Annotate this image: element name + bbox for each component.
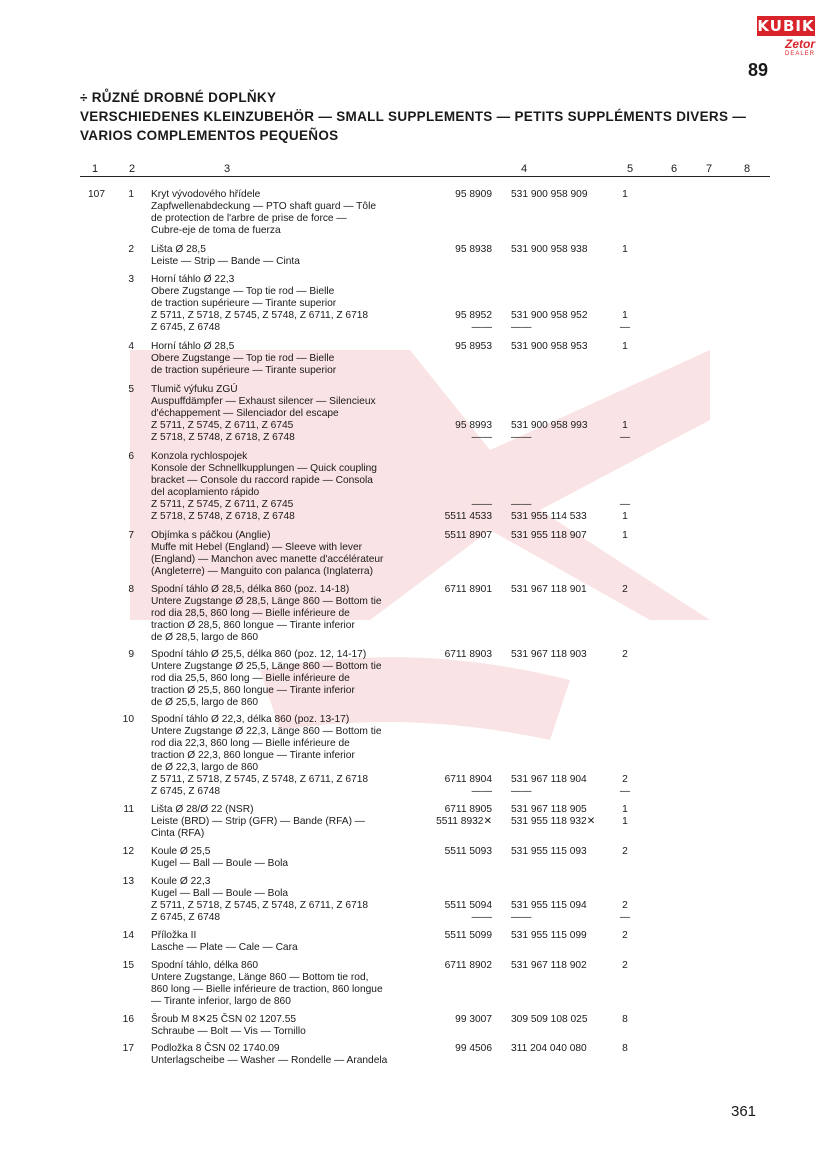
title-line-multilingual: VERSCHIEDENES KLEINZUBEHÖR — SMALL SUPPLEMENTS — PETITS SUPPLÉMENTS DIVERS — bbox=[80, 109, 747, 124]
catalog-number: 95 8993 —— bbox=[455, 420, 492, 443]
item-number: 1 bbox=[128, 189, 134, 200]
order-number: 531 900 958 938 bbox=[511, 244, 588, 255]
logo-brand-text: Zetor bbox=[785, 37, 815, 51]
item-description: Spodní táhlo Ø 28,5, délka 860 (poz. 14-18) Untere Zugstange Ø 28,5, Länge 860 — Bottom tie rod dia 28,5, 860 long — Bielle inférieure de traction Ø 28,5, 860 longue — Tirante inferior de Ø 28,5, largo de 860 bbox=[151, 584, 382, 643]
item-number: 11 bbox=[123, 804, 134, 815]
item-description: Spodní táhlo Ø 25,5, délka 860 (poz. 12, 14-17) Untere Zugstange Ø 25,5, Länge 860 — Bottom tie rod dia 25,5, 860 long — Bielle inférieure de traction Ø 25,5, 860 longue — Tirante inferior de Ø 25,5, largo de 860 bbox=[151, 649, 382, 708]
catalog-number: 95 8953 bbox=[455, 341, 492, 352]
item-number: 3 bbox=[128, 274, 134, 285]
quantity: 2 — bbox=[619, 900, 631, 923]
item-description: Podložka 8 ČSN 02 1740.09 Unterlagscheibe — Washer — Rondelle — Arandela bbox=[151, 1043, 388, 1066]
page-number: 89 bbox=[748, 60, 769, 80]
item-number: 6 bbox=[128, 451, 134, 462]
catalog-number: 6711 8903 bbox=[444, 649, 492, 660]
column-header-6: 6 bbox=[671, 163, 678, 175]
quantity: 1 1 bbox=[622, 804, 628, 827]
catalog-number: 99 4506 bbox=[455, 1043, 492, 1054]
quantity: 1 bbox=[622, 244, 628, 255]
catalog-number: 95 8952 —— bbox=[455, 310, 492, 333]
item-description: Horní táhlo Ø 22,3 Obere Zugstange — Top tie rod — Bielle de traction supérieure — Tirante superior Z 5711, Z 5718, Z 5745, Z 5748, Z 6711, Z 6718 Z 6745, Z 6748 bbox=[151, 274, 369, 333]
catalog-number: 6711 8905 5511 8932✕ bbox=[436, 804, 492, 827]
quantity: 1 bbox=[622, 530, 628, 541]
quantity: 2 bbox=[622, 584, 628, 595]
header-rule bbox=[80, 176, 770, 177]
order-number: 531 900 958 953 bbox=[511, 341, 588, 352]
order-number: 531 900 958 993 —— bbox=[511, 420, 588, 443]
quantity: 1 — bbox=[619, 420, 631, 443]
quantity: 8 bbox=[622, 1014, 628, 1025]
order-number: 531 967 118 902 bbox=[511, 960, 587, 971]
order-number: 531 967 118 904 —— bbox=[511, 774, 587, 797]
order-number: 311 204 040 080 bbox=[511, 1043, 587, 1054]
order-number: 531 900 958 909 bbox=[511, 189, 588, 200]
item-number: 7 bbox=[128, 530, 134, 541]
item-number: 4 bbox=[128, 341, 134, 352]
item-description: Koule Ø 25,5 Kugel — Ball — Boule — Bola bbox=[151, 846, 289, 869]
order-number: 531 900 958 952 —— bbox=[511, 310, 588, 333]
item-number: 15 bbox=[122, 960, 134, 971]
catalog-number: 6711 8901 bbox=[444, 584, 492, 595]
dealer-logo bbox=[757, 16, 815, 57]
quantity: — 1 bbox=[619, 499, 631, 522]
quantity: 1 — bbox=[619, 310, 631, 333]
item-number: 16 bbox=[122, 1014, 134, 1025]
item-description: Lišta Ø 28,5 Leiste — Strip — Bande — Cinta bbox=[151, 244, 300, 267]
order-number: 309 509 108 025 bbox=[511, 1014, 588, 1025]
order-number: 531 955 115 093 bbox=[511, 846, 587, 857]
item-description: Horní táhlo Ø 28,5 Obere Zugstange — Top tie rod — Bielle de traction supérieure — Tirante superior bbox=[151, 341, 337, 376]
column-header-4: 4 bbox=[521, 163, 528, 175]
item-number: 8 bbox=[128, 584, 134, 595]
item-description: Kryt vývodového hřídele Zapfwellenabdeckung — PTO shaft guard — Tôle de protection de l'arbre de prise de force — Cubre-eje de toma de fuerza bbox=[151, 189, 377, 236]
item-number: 2 bbox=[128, 244, 134, 255]
catalog-number: 5511 8907 bbox=[444, 530, 492, 541]
item-description: Tlumič výfuku ZGÚ Auspuffdämpfer — Exhaust silencer — Silencieux d'échappement — Silenciador del escape Z 5711, Z 5745, Z 6711, Z 6745 Z 5718, Z 5748, Z 6718, Z 6748 bbox=[151, 384, 376, 443]
item-number: 10 bbox=[122, 714, 134, 725]
item-description: Objímka s páčkou (Anglie) Muffe mit Hebel (England) — Sleeve with lever (England) — Manchon avec manette d'accélérateur (Angleterre) — Manguito con palanca (Inglaterra) bbox=[151, 530, 384, 577]
column-header-5: 5 bbox=[627, 163, 634, 175]
column-header-1: 1 bbox=[92, 163, 99, 175]
item-number: 9 bbox=[128, 649, 134, 660]
quantity: 2 bbox=[622, 960, 628, 971]
title-line-spanish: VARIOS COMPLEMENTOS PEQUEÑOS bbox=[80, 128, 339, 143]
bottom-page-number: 361 bbox=[731, 1103, 757, 1120]
quantity: 2 bbox=[622, 846, 628, 857]
group-number: 107 bbox=[88, 189, 105, 200]
order-number: —— 531 955 114 533 bbox=[511, 499, 587, 522]
item-number: 13 bbox=[122, 876, 134, 887]
item-description: Lišta Ø 28/Ø 22 (NSR) Leiste (BRD) — Strip (GFR) — Bande (RFA) — Cinta (RFA) bbox=[151, 804, 365, 839]
catalog-number: 6711 8904 —— bbox=[444, 774, 492, 797]
quantity: 8 bbox=[622, 1043, 628, 1054]
order-number: 531 967 118 903 bbox=[511, 649, 587, 660]
quantity: 2 bbox=[622, 649, 628, 660]
column-header-2: 2 bbox=[129, 163, 136, 175]
item-number: 14 bbox=[122, 930, 134, 941]
catalog-number: 5511 5099 bbox=[444, 930, 492, 941]
item-description: Šroub M 8✕25 ČSN 02 1207.55 Schraube — Bolt — Vis — Tornillo bbox=[151, 1014, 306, 1037]
column-header-7: 7 bbox=[706, 163, 713, 175]
catalog-number: 95 8909 bbox=[455, 189, 492, 200]
quantity: 2 bbox=[622, 930, 628, 941]
order-number: 531 955 118 907 bbox=[511, 530, 587, 541]
section-title bbox=[80, 88, 746, 145]
item-description: Příložka II Lasche — Plate — Cale — Cara bbox=[151, 930, 298, 953]
order-number: 531 967 118 901 bbox=[511, 584, 587, 595]
title-line-czech: ÷ RŮZNÉ DROBNÉ DOPLŇKY bbox=[80, 90, 277, 105]
column-header-3: 3 bbox=[224, 163, 231, 175]
quantity: 1 bbox=[622, 189, 628, 200]
item-number: 12 bbox=[122, 846, 134, 857]
column-header-8: 8 bbox=[744, 163, 751, 175]
item-description: Koule Ø 22,3 Kugel — Ball — Boule — Bola Z 5711, Z 5718, Z 5745, Z 5748, Z 6711, Z 6718 Z 6745, Z 6748 bbox=[151, 876, 369, 923]
catalog-number: 95 8938 bbox=[455, 244, 492, 255]
catalog-number: 6711 8902 bbox=[444, 960, 492, 971]
catalog-number: —— 5511 4533 bbox=[444, 499, 492, 522]
item-description: Spodní táhlo Ø 22,3, délka 860 (poz. 13-17) Untere Zugstange Ø 22,3, Länge 860 — Bottom tie rod dia 22,3, 860 long — Bielle inférieure de traction Ø 22,3, 860 longue — Tirante inferior de Ø 22,3, largo de 860 Z 5711, Z 5718, Z 5745, Z 5748, Z 6711, Z 6718 Z 6745, Z 6748 bbox=[151, 714, 382, 797]
order-number: 531 955 115 099 bbox=[511, 930, 587, 941]
catalog-number: 99 3007 bbox=[455, 1014, 492, 1025]
quantity: 2 — bbox=[619, 774, 631, 797]
item-number: 5 bbox=[128, 384, 134, 395]
item-description: Konzola rychlospojek Konsole der Schnellkupplungen — Quick coupling bracket — Console du raccord rapide — Consola del acoplamiento rápido Z 5711, Z 5745, Z 6711, Z 6745 Z 5718, Z 5748, Z 6718, Z 6748 bbox=[151, 451, 377, 522]
quantity: 1 bbox=[622, 341, 628, 352]
logo-kubik-text: KUBIK bbox=[757, 17, 815, 35]
catalog-number: 5511 5094 —— bbox=[444, 900, 492, 923]
item-number: 17 bbox=[122, 1043, 134, 1054]
logo-dealer-text: DEALER bbox=[784, 51, 815, 57]
order-number: 531 955 115 094 —— bbox=[511, 900, 587, 923]
order-number: 531 967 118 905 531 955 118 932✕ bbox=[511, 804, 596, 827]
catalog-number: 5511 5093 bbox=[444, 846, 492, 857]
item-description: Spodní táhlo, délka 860 Untere Zugstange, Länge 860 — Bottom tie rod, 860 long — Bielle inférieure de traction, 860 longue — Tirante inferior, largo de 860 bbox=[151, 960, 383, 1007]
